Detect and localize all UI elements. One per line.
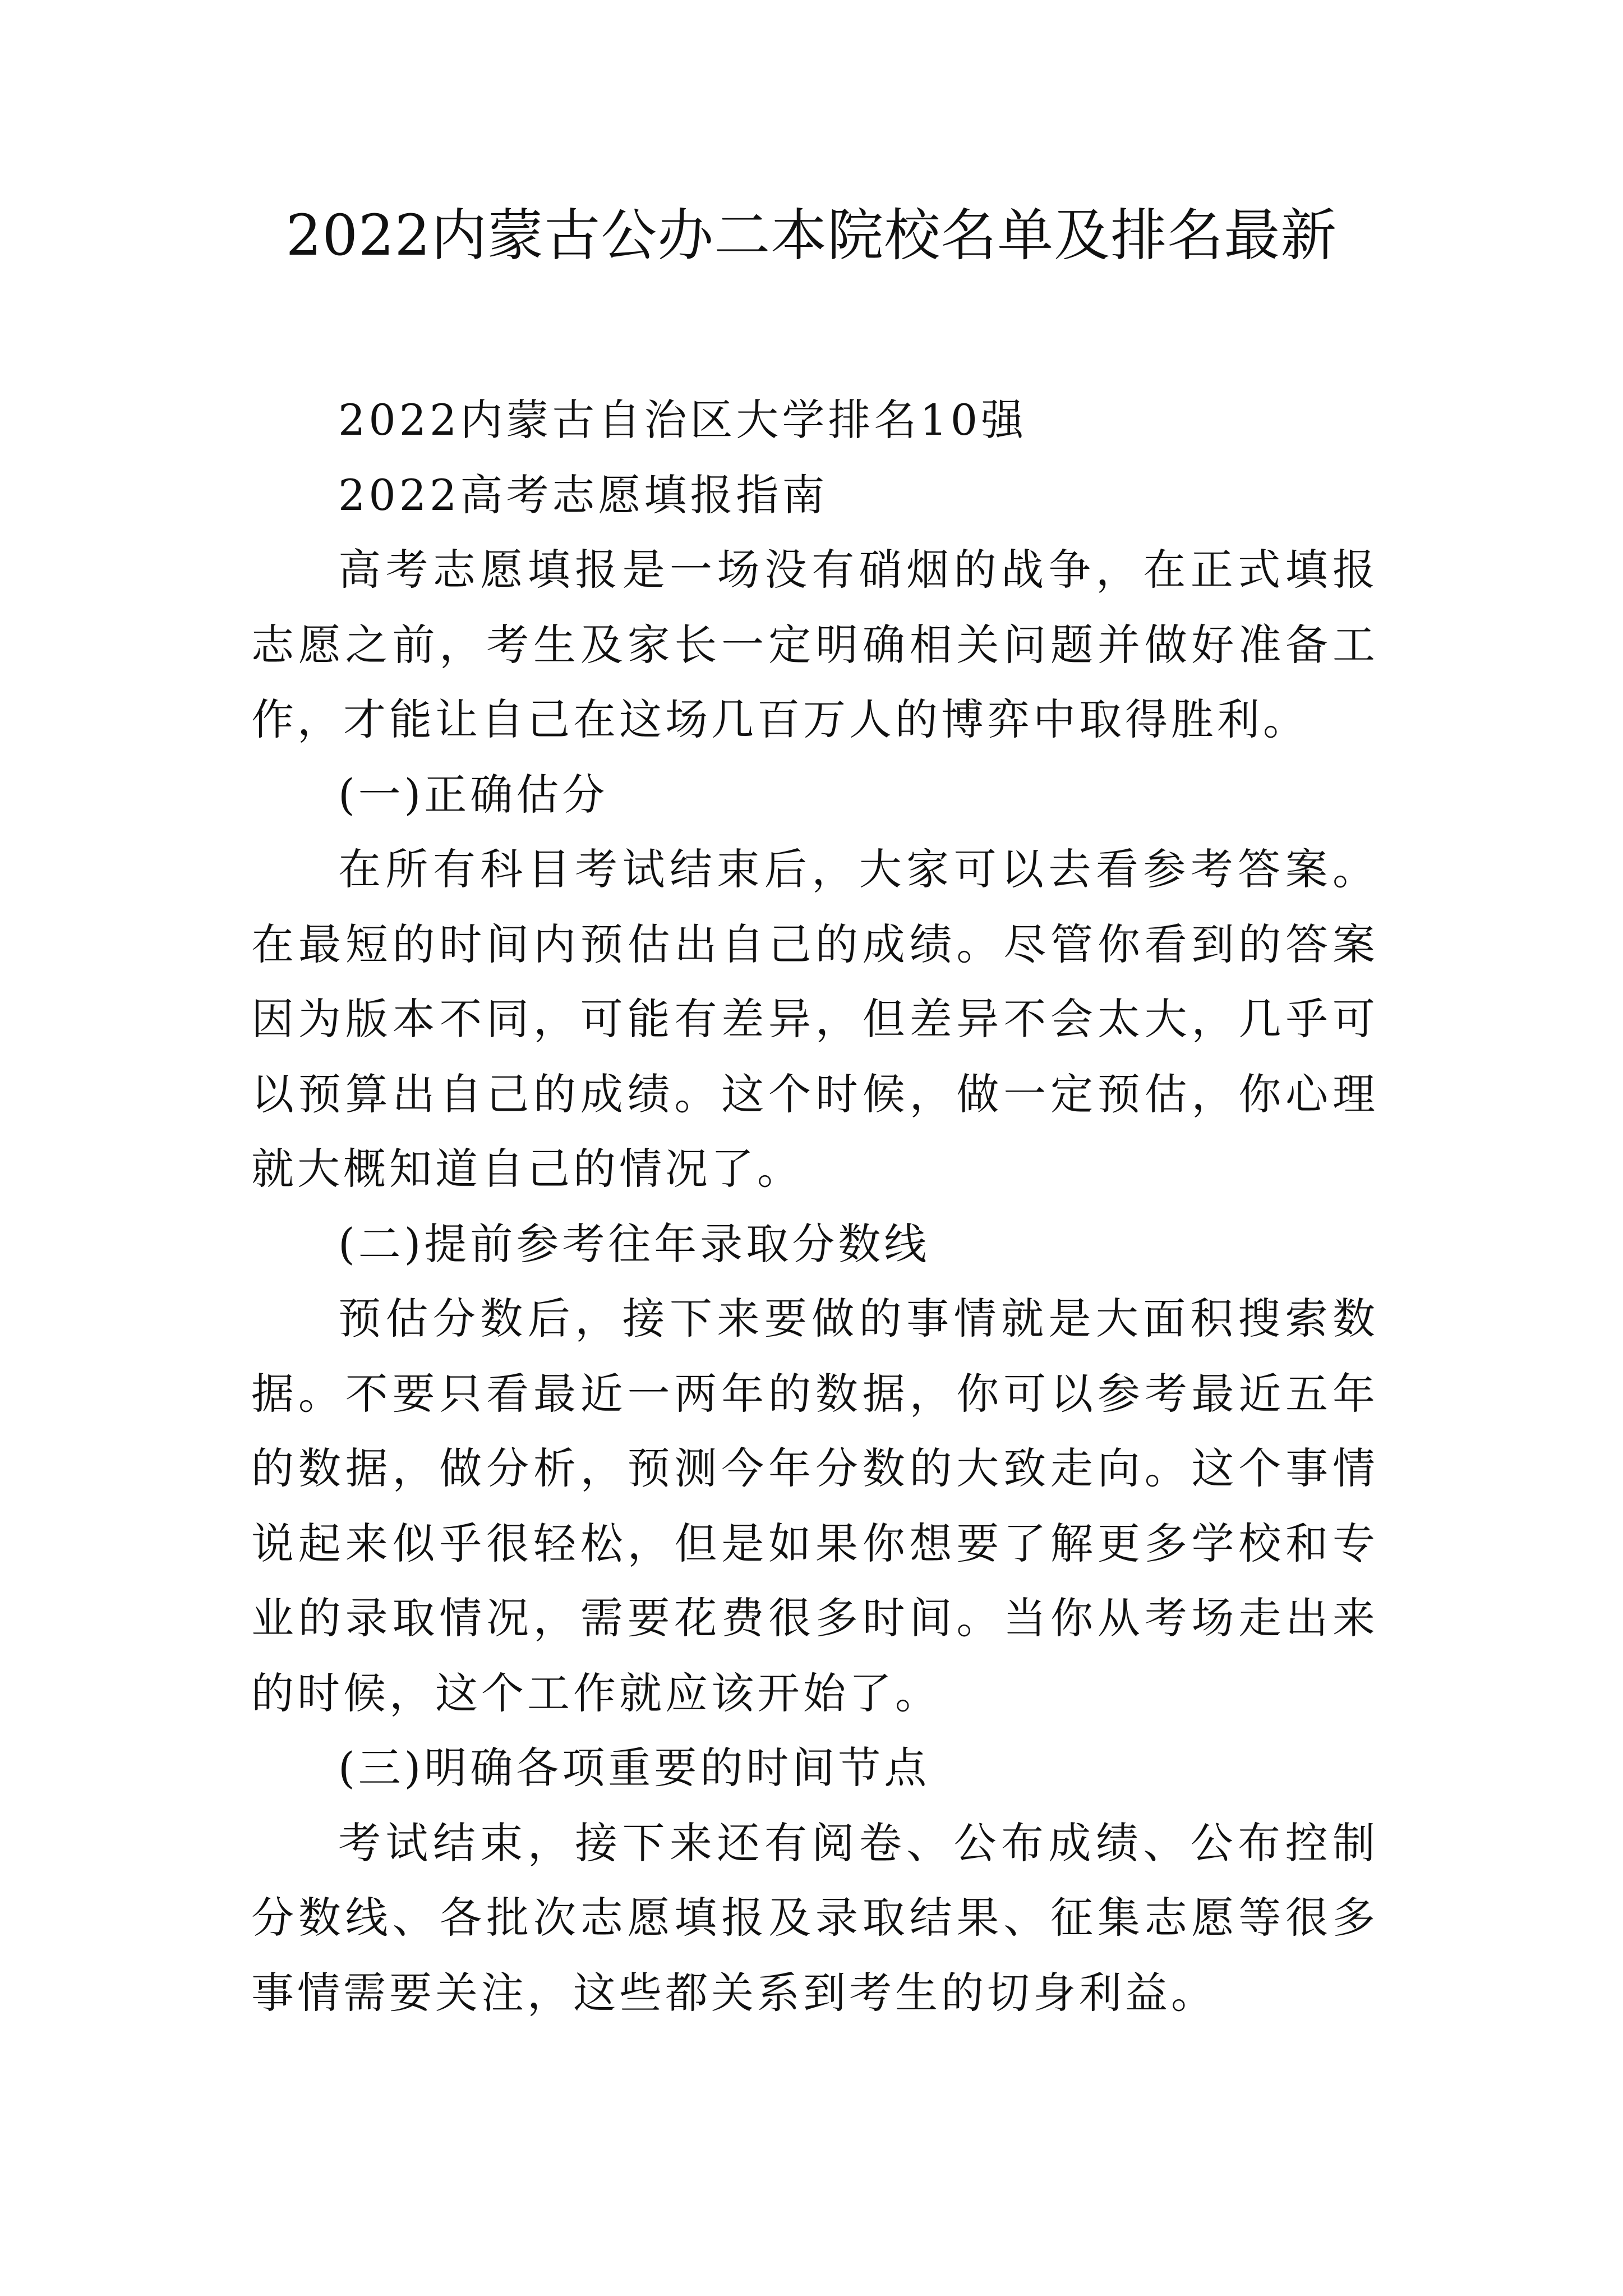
paragraph-intro: 高考志愿填报是一场没有硝烟的战争，在正式填报志愿之前，考生及家长一定明确相关问题并做好准备工作，才能让自己在这场几百万人的博弈中取得胜利。 (251, 545, 1378, 744)
paragraph-section-2: 预估分数后，接下来要做的事情就是大面积搜索数据。不要只看最近一两年的数据，你可以参考最近五年的数据，做分析，预测今年分数的大致走向。这个事情说起来似乎很轻松，但是如果你想要了解更多学校和专业的录取情况，需要花费很多时间。当你从考场走出来的时候，这个工作就应该开始了。 (251, 1294, 1378, 1718)
paragraph-section-3: 考试结束，接下来还有阅卷、公布成绩、公布控制分数线、各批次志愿填报及录取结果、征集志愿等很多事情需要关注，这些都关系到考生的切身利益。 (251, 1818, 1378, 2018)
section-heading-2: (二)提前参考往年录取分数线 (338, 1218, 930, 1269)
paragraph-guide-heading: 2022高考志愿填报指南 (338, 470, 828, 520)
document-title: 2022内蒙古公办二本院校名单及排名最新 (285, 203, 1338, 268)
paragraph-ranking-heading: 2022内蒙古自治区大学排名10强 (338, 395, 1027, 445)
document-body (251, 383, 1378, 2030)
paragraph-section-1: 在所有科目考试结束后，大家可以去看参考答案。在最短的时间内预估出自己的成绩。尽管你看到的答案因为版本不同，可能有差异，但差异不会太大，几乎可以预算出自己的成绩。这个时候，做一定预估，你心理就大概知道自己的情况了。 (251, 844, 1378, 1194)
section-heading-1: (一)正确估分 (338, 769, 608, 820)
section-heading-3: (三)明确各项重要的时间节点 (338, 1743, 930, 1793)
